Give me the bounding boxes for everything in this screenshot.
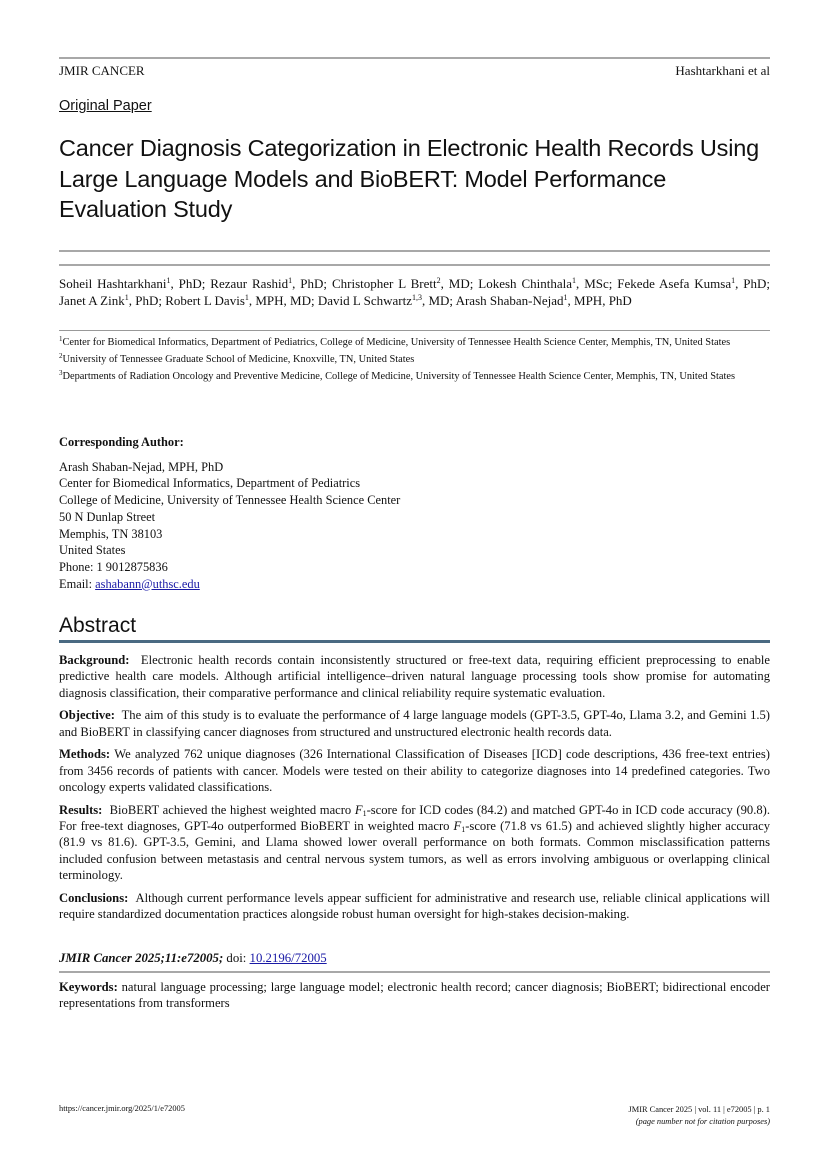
abstract-heading: Abstract	[59, 614, 137, 637]
title-rule-bottom	[59, 264, 770, 266]
article-type: Original Paper	[59, 98, 152, 114]
author: Janet A Zink$^1$, PhD;	[59, 293, 166, 308]
corresponding-street: 50 N Dunlap Street	[59, 509, 156, 524]
abstract-rule	[59, 640, 770, 643]
abstract-conclusions: Conclusions: Although current performance levels appear sufficient for administrative and research use, reliable clinical applications will require standardized documentation practices alongside robust human oversight for high-stakes decision-making.	[59, 890, 771, 922]
abstract-results: Results: BioBERT achieved the highest weighted macro $F_1$-score for ICD codes (84.2) and matched GPT-4o in ICD code accuracy (90.8). For free-text diagnoses, GPT-4o outperformed BioBERT in weighted macro $F_1$-score (71.8 vs 61.5) and achieved slightly higher accuracy (81.9 vs 81.6). GPT-3.5, Gemini, and Llama showed lower overall performance on both formats. Common misclassification patterns included confusion between metastasis and central nervous system tumors, as well as errors involving ambiguous or overlapping clinical terminology.	[59, 802, 771, 883]
affiliation: $^2$University of Tennessee Graduate School of Medicine, Knoxville, TN, United States	[59, 352, 415, 365]
affiliation: $^1$Center for Biomedical Informatics, Department of Pediatrics, College of Medicine, University of Tennessee Health Science Center, Memphis, TN, United States	[59, 335, 731, 348]
author: Fekede Asefa Kumsa$^1$, PhD;	[617, 276, 771, 291]
footer-note: (page number not for citation purposes)	[635, 1116, 770, 1126]
footer-reference	[629, 1104, 771, 1127]
abstract-objective: Objective: The aim of this study is to evaluate the performance of 4 large language models (GPT-3.5, GPT-4o, Llama 3.2, and Gemini 1.5) and BioBERT in classifying cancer diagnoses from structured and unstructured electronic health records data.	[59, 708, 771, 739]
corresponding-dept: Center for Biomedical Informatics, Department of Pediatrics	[59, 476, 361, 491]
affiliation: $^3$Departments of Radiation Oncology and Preventive Medicine, College of Medicine, University of Tennessee Health Science Center, Memphis, TN, United States	[59, 369, 736, 382]
keywords: Keywords: natural language processing; large language model; electronic health record; cancer diagnosis; BioBERT; bidirectional encoder representations from transformers	[59, 980, 770, 1011]
author: Soheil Hashtarkhani$^1$, PhD;	[59, 276, 211, 291]
abstract-methods: Methods: We analyzed 762 unique diagnoses (326 International Classification of Diseases [ICD] code descriptions, 436 free-text entries) from 3456 records of patients with cancer. Models were tested on their ability to categorize diagnoses into 14 predefined categories. Two oncology experts validated classifications.	[59, 747, 770, 795]
author: Lokesh Chinthala$^1$, MSc;	[478, 276, 618, 291]
corresponding-email-line: Email: ashabann@uthsc.edu	[59, 576, 200, 591]
corresponding-author	[59, 434, 509, 592]
abstract-background: Background: Electronic health records contain inconsistently structured or free-text data, requiring efficient preprocessing to enable predictive health care models. Although artificial intelligence–driven natural language processing tools show promise for automating diagnosis classification, their comparative performance and clinical reliability require systematic evaluation.	[59, 653, 771, 700]
corresponding-city: Memphis, TN 38103	[59, 526, 163, 541]
title-rule-top	[59, 250, 770, 252]
author: David L Schwartz$^{1,3}$, MD;	[317, 293, 456, 308]
author: Christopher L Brett$^2$, MD;	[331, 276, 479, 291]
citation: JMIR Cancer 2025;11:e72005; doi: 10.2196/72005	[59, 951, 327, 965]
journal-name: JMIR CANCER	[59, 63, 145, 78]
abstract-body	[59, 652, 770, 929]
corresponding-inst: College of Medicine, University of Tennessee Health Science Center	[59, 493, 401, 508]
author-list	[59, 275, 770, 309]
author: Robert L Davis$^1$, MPH, MD;	[165, 293, 318, 308]
doi-link[interactable]: 10.2196/72005	[249, 951, 327, 965]
corresponding-country: United States	[59, 543, 126, 558]
footer-url: https://cancer.jmir.org/2025/1/e72005	[59, 1104, 185, 1113]
header-rule	[59, 57, 770, 59]
running-head	[59, 63, 770, 79]
author: Arash Shaban-Nejad$^1$, MPH, PhD	[455, 293, 632, 308]
corresponding-heading: Corresponding Author:	[59, 435, 184, 449]
journal-reference: JMIR Cancer 2025;11:e72005;	[59, 951, 224, 965]
corresponding-phone: Phone: 1 9012875836	[59, 559, 168, 574]
footer-page-ref: JMIR Cancer 2025 | vol. 11 | e72005 | p. 1	[628, 1105, 770, 1114]
email-link[interactable]: ashabann@uthsc.edu	[95, 576, 200, 591]
authors-rule	[59, 330, 770, 331]
citation-rule	[59, 971, 770, 973]
affiliations	[59, 334, 770, 385]
paper-title: Cancer Diagnosis Categorization in Electronic Health Records Using Large Language Models and BioBERT: Model Performance Evaluation Study	[59, 135, 759, 222]
author: Rezaur Rashid$^1$, PhD;	[210, 276, 332, 291]
running-authors: Hashtarkhani et al	[675, 63, 770, 78]
corresponding-name: Arash Shaban-Nejad, MPH, PhD	[59, 459, 224, 474]
